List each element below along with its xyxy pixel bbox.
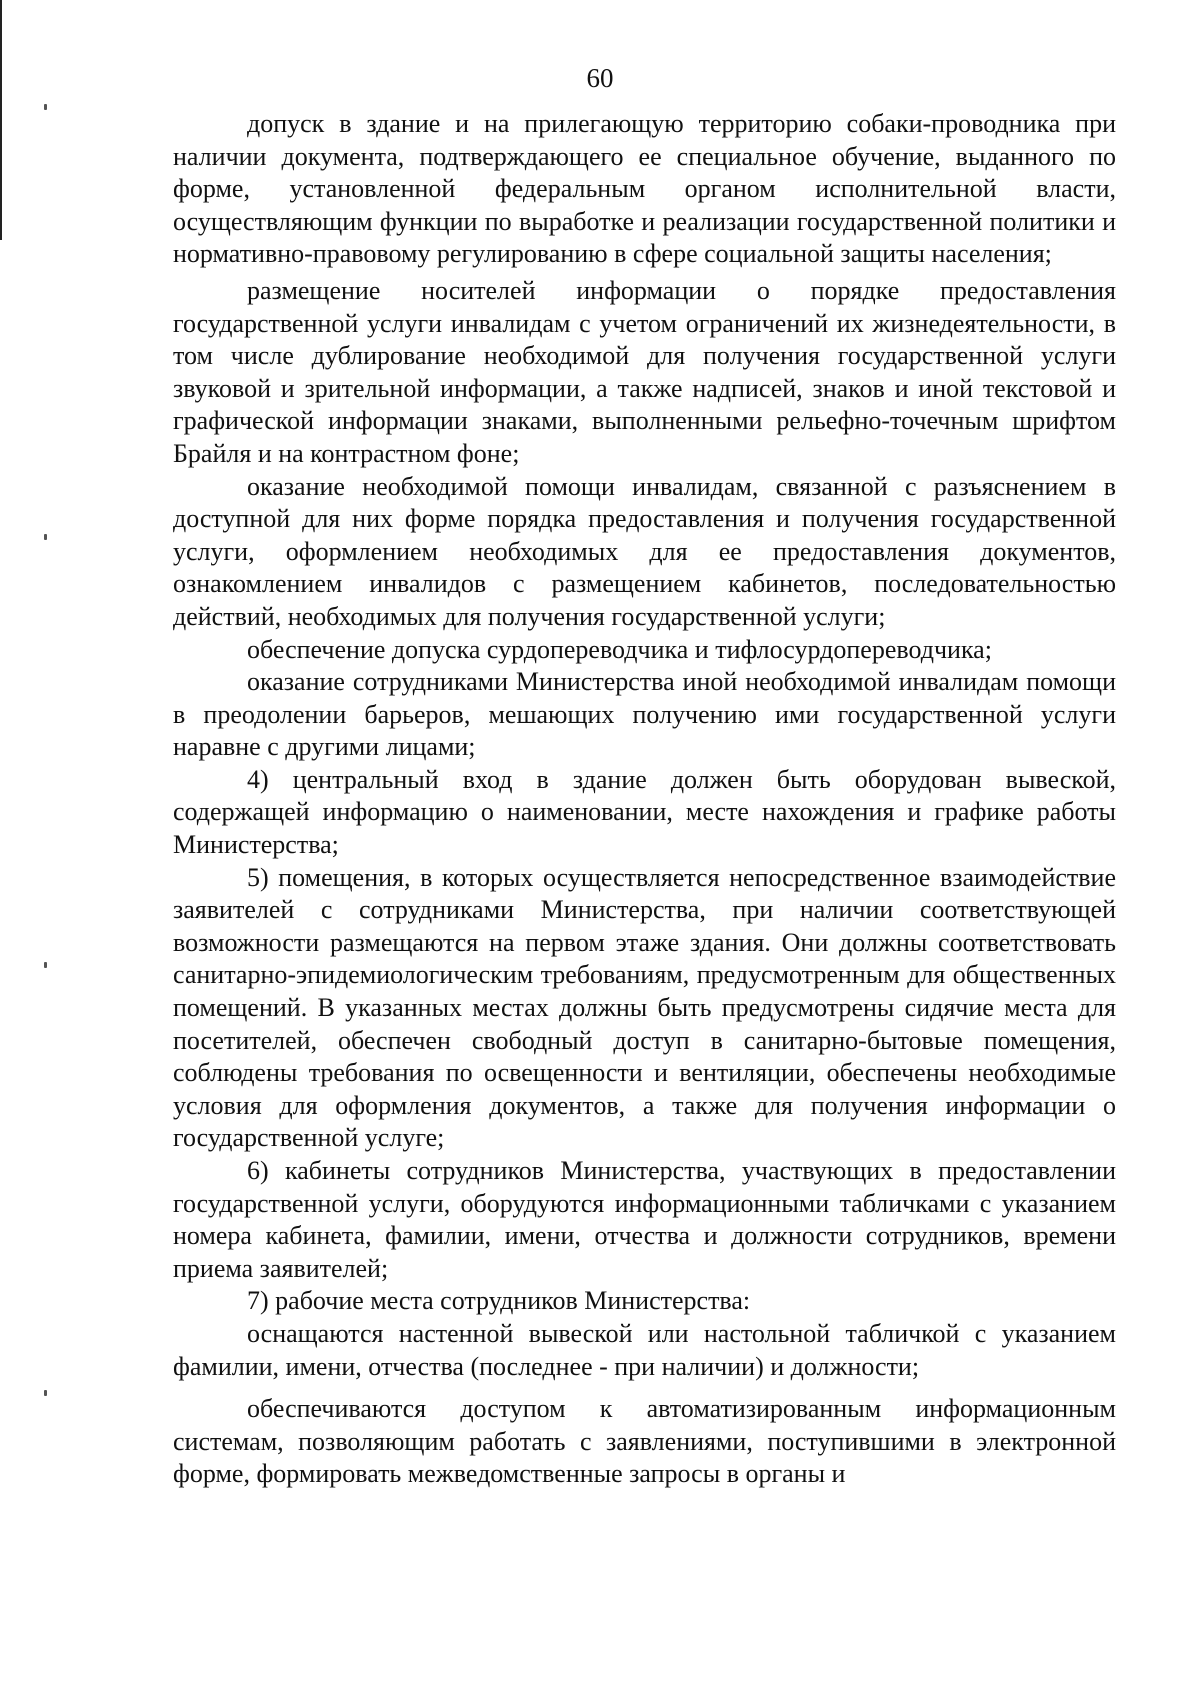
paragraph-assistance: оказание необходимой помощи инвалидам, связанной с разъяснением в доступной для них форме порядка предоставления и получения государственной услуги, оформлением необходимых для ее предоставления документов, ознакомлением инвалидов с размещением кабинетов, последовательностью действий, необходимых для получения государственной услуги; — [173, 471, 1116, 631]
document-body — [173, 108, 1116, 1491]
scan-speck — [44, 104, 47, 110]
paragraph-automated-systems: обеспечиваются доступом к автоматизированным информационным системам, позволяющим работать с заявлениями, поступившими в электронной форме, формировать межведомственные запросы в органы и — [173, 1394, 1116, 1489]
paragraph-information-media: размещение носителей информации о порядке предоставления государственной услуги инвалидам с учетом ограничений их жизнедеятельности, в том числе дублирование необходимой для получения государственной услуги звуковой и зрительной информации, а также надписей, знаков и иной текстовой и графической информации знаками, выполненными рельефно-точечным шрифтом Брайля и на контрастном фоне; — [173, 275, 1116, 468]
paragraph-nameplate: оснащаются настенной вывеской или настольной табличкой с указанием фамилии, имени, отчества (последнее - при наличии) и должности; — [173, 1318, 1116, 1381]
paragraph-item-6: 6) кабинеты сотрудников Министерства, участвующих в предоставлении государственной услуги, оборудуются информационными табличками с указанием номера кабинета, фамилии, имени, отчества и должности сотрудников, времени приема заявителей; — [173, 1156, 1116, 1283]
paragraph-sign-interpreter: обеспечение допуска сурдопереводчика и тифлосурдопереводчика; — [247, 634, 992, 664]
paragraph-guide-dog: допуск в здание и на прилегающую территорию собаки-проводника при наличии документа, подтверждающего ее специальное обучение, выданного по форме, установленной федеральным органом исполнительной власти, осуществляющим функции по выработке и реализации государственной политики и нормативно-правовому регулированию в сфере социальной защиты населения; — [173, 109, 1116, 269]
paragraph-item-5: 5) помещения, в которых осуществляется непосредственное взаимодействие заявителей с сотрудниками Министерства, при наличии соответствующей возможности размещаются на первом этаже здания. Они должны соответствовать санитарно-эпидемиологическим требованиям, предусмотренным для общественных помещений. В указанных местах должны быть предусмотрены сидячие места для посетителей, обеспечен свободный доступ в санитарно-бытовые помещения, соблюдены требования по освещенности и вентиляции, обеспечены необходимые условия для оформления документов, а также для получения информации о государственной услуге; — [173, 862, 1116, 1153]
paragraph-item-7: 7) рабочие места сотрудников Министерства: — [247, 1286, 751, 1316]
scan-speck — [44, 534, 47, 540]
scan-left-edge — [0, 0, 2, 240]
paragraph-item-4: 4) центральный вход в здание должен быть оборудован вывеской, содержащей информацию о наименовании, месте нахождения и графике работы Министерства; — [173, 764, 1116, 860]
scan-speck — [44, 962, 47, 968]
paragraph-staff-help: оказание сотрудниками Министерства иной необходимой инвалидам помощи в преодолении барьеров, мешающих получению ими государственной услуги наравне с другими лицами; — [173, 667, 1116, 762]
scan-speck — [44, 1390, 47, 1396]
page-number: 60 — [586, 63, 614, 93]
